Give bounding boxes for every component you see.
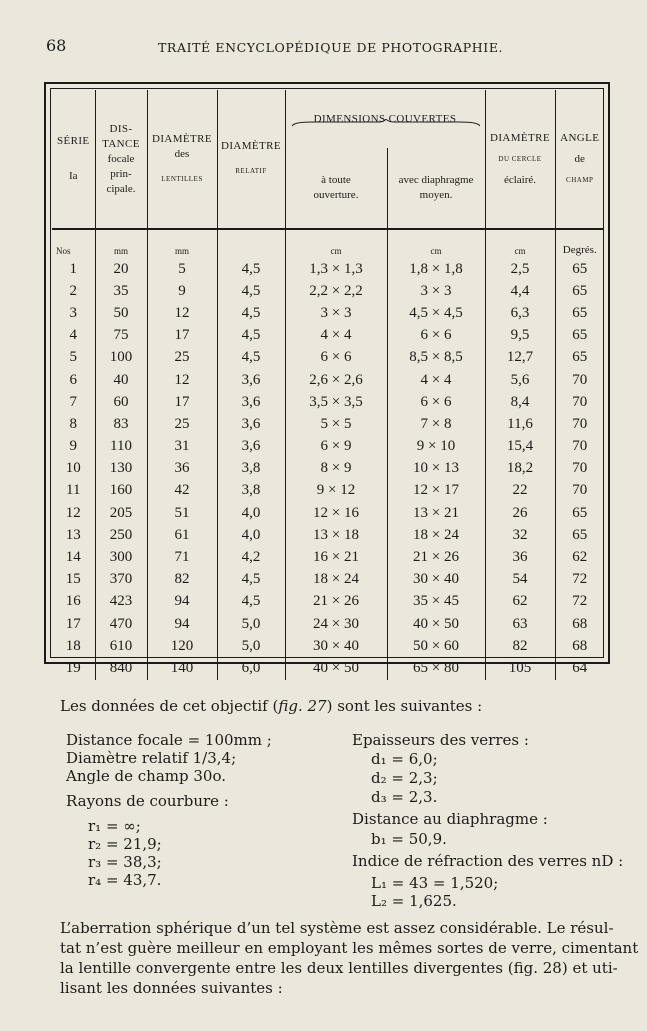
table-row bbox=[52, 369, 604, 391]
table-cell: 423 bbox=[95, 591, 147, 613]
table-cell: 4,5 bbox=[217, 302, 285, 324]
diametre-relatif: Diamètre relatif 1/3,4; bbox=[66, 749, 237, 767]
table-cell: 65 bbox=[572, 526, 588, 543]
table-cell: 65 × 80 bbox=[387, 657, 485, 679]
table-cell: 65 bbox=[572, 304, 588, 321]
table-cell: 4,2 bbox=[217, 546, 285, 568]
table-cell: 71 bbox=[147, 546, 217, 568]
table-cell: 72 bbox=[572, 593, 588, 610]
table-cell: 94 bbox=[147, 613, 217, 635]
page-number: 68 bbox=[46, 36, 67, 55]
table-cell: 65 bbox=[572, 260, 588, 277]
rayon-r2: r₂ = 21,9; bbox=[88, 835, 162, 853]
table-cell: 12 × 17 bbox=[387, 480, 485, 502]
table-cell: 50 bbox=[95, 302, 147, 324]
table-cell: 70 bbox=[572, 415, 588, 432]
table-cell: 3,8 bbox=[217, 458, 285, 480]
table-cell: 17 bbox=[147, 325, 217, 347]
table-cell: 36 bbox=[485, 546, 555, 568]
table-cell: 17 bbox=[147, 391, 217, 413]
table-cell: 7 × 8 bbox=[387, 413, 485, 435]
table-cell: 62 bbox=[572, 549, 588, 566]
table-cell: 21 × 26 bbox=[285, 591, 387, 613]
table-cell: 2,5 bbox=[485, 258, 555, 280]
table-cell: 3,5 × 3,5 bbox=[285, 391, 387, 413]
table-cell: 19 bbox=[52, 657, 95, 679]
table-cell: 12 bbox=[147, 369, 217, 391]
table-cell: 30 × 40 bbox=[387, 569, 485, 591]
table-cell: 30 × 40 bbox=[285, 635, 387, 657]
table-cell: 14 bbox=[52, 546, 95, 568]
table-row bbox=[52, 657, 604, 679]
table-cell: 65 bbox=[572, 504, 588, 521]
table-cell: 4,0 bbox=[217, 524, 285, 546]
table-cell: 4,5 bbox=[217, 280, 285, 302]
table-cell: 22 bbox=[485, 480, 555, 502]
table-cell: 25 bbox=[147, 347, 217, 369]
header-diametre-cercle: DIAMÈTRE DU CERCLE éclairé. bbox=[485, 90, 555, 229]
angle-champ: Angle de champ 30o. bbox=[66, 767, 227, 785]
intro-line: Les données de cet objectif (fig. 27) sont les suivantes : bbox=[60, 697, 483, 715]
table-row bbox=[52, 569, 604, 591]
table-cell: 35 × 45 bbox=[387, 591, 485, 613]
indice-l2: L₂ = 1,625. bbox=[371, 892, 457, 910]
table-cell: 4,5 bbox=[217, 325, 285, 347]
table-row bbox=[52, 635, 604, 657]
header-diaphragme-moyen: avec diaphragme moyen. bbox=[387, 148, 485, 229]
table-cell: 12,7 bbox=[485, 347, 555, 369]
table-cell: 3,6 bbox=[217, 391, 285, 413]
table-cell: 2,2 × 2,2 bbox=[285, 280, 387, 302]
table-cell: 6,0 bbox=[217, 657, 285, 679]
table-cell: 20 bbox=[95, 258, 147, 280]
table-cell: 16 bbox=[52, 591, 95, 613]
table-cell: 120 bbox=[147, 635, 217, 657]
table-cell: 40 × 50 bbox=[387, 613, 485, 635]
table-row bbox=[52, 591, 604, 613]
table-cell: 4,5 bbox=[217, 569, 285, 591]
table-row bbox=[52, 546, 604, 568]
table-cell: 105 bbox=[485, 657, 555, 679]
table-cell: 6,3 bbox=[485, 302, 555, 324]
table-cell: 6 × 9 bbox=[285, 436, 387, 458]
table-cell: 31 bbox=[147, 436, 217, 458]
rayon-r1: r₁ = ∞; bbox=[88, 817, 141, 835]
table-cell: 64 bbox=[572, 659, 588, 676]
table-cell: 4,4 bbox=[485, 280, 555, 302]
table-cell: 24 × 30 bbox=[285, 613, 387, 635]
table-cell: 110 bbox=[95, 436, 147, 458]
table-cell: 4 × 4 bbox=[387, 369, 485, 391]
body-paragraph: L’aberration sphérique d’un tel système est assez considérable. Le résul- tat n’est guère meilleur en employant les mêmes sortes de verre, cimentant la lentille convergente entre les deux lentilles divergentes (fig. 28) et uti- lisant les données suivantes : bbox=[60, 919, 639, 997]
table-cell: 36 bbox=[147, 458, 217, 480]
epaisseurs-verres: Epaisseurs des verres : bbox=[352, 731, 529, 749]
table-row bbox=[52, 280, 604, 302]
table-cell: 3 × 3 bbox=[387, 280, 485, 302]
table-cell: 140 bbox=[147, 657, 217, 679]
table-cell: 50 × 60 bbox=[387, 635, 485, 657]
running-title: TRAITÉ ENCYCLOPÉDIQUE DE PHOTOGRAPHIE. bbox=[158, 40, 504, 55]
table-cell: 160 bbox=[95, 480, 147, 502]
table-cell: 51 bbox=[147, 502, 217, 524]
lens-table bbox=[52, 90, 604, 680]
epaisseur-d3: d₃ = 2,3. bbox=[371, 788, 438, 806]
table-cell: 9,5 bbox=[485, 325, 555, 347]
table-cell: 6 × 6 bbox=[387, 325, 485, 347]
table-cell: 3,6 bbox=[217, 436, 285, 458]
table-cell: 82 bbox=[485, 635, 555, 657]
table-cell: 1,3 × 1,3 bbox=[285, 258, 387, 280]
table-cell: 8,5 × 8,5 bbox=[387, 347, 485, 369]
table-cell: 6 × 6 bbox=[387, 391, 485, 413]
table-row bbox=[52, 302, 604, 324]
table-cell: 1,8 × 1,8 bbox=[387, 258, 485, 280]
table-row bbox=[52, 480, 604, 502]
table-cell: 6 bbox=[52, 369, 95, 391]
table-cell: 70 bbox=[572, 460, 588, 477]
table-cell: 3,6 bbox=[217, 413, 285, 435]
table-row bbox=[52, 502, 604, 524]
table-cell: 8,4 bbox=[485, 391, 555, 413]
table-cell: 82 bbox=[147, 569, 217, 591]
table-cell: 8 × 9 bbox=[285, 458, 387, 480]
table-cell: 68 bbox=[572, 615, 588, 632]
indice-l1: L₁ = 43 = 1,520; bbox=[371, 874, 499, 892]
table-cell: 9 bbox=[52, 436, 95, 458]
table-cell: 70 bbox=[572, 393, 588, 410]
table-cell: 300 bbox=[95, 546, 147, 568]
table-cell: 17 bbox=[52, 613, 95, 635]
table-cell: 5,0 bbox=[217, 635, 285, 657]
header-angle: ANGLE de CHAMP bbox=[555, 90, 604, 229]
table-cell: 15 bbox=[52, 569, 95, 591]
table-cell: 10 bbox=[52, 458, 95, 480]
table-cell: 3,6 bbox=[217, 369, 285, 391]
table-cell: 16 × 21 bbox=[285, 546, 387, 568]
table-cell: 4 bbox=[52, 325, 95, 347]
table-row bbox=[52, 458, 604, 480]
epaisseur-d2: d₂ = 2,3; bbox=[371, 769, 438, 787]
table-cell: 5,0 bbox=[217, 613, 285, 635]
table-cell: 2 bbox=[52, 280, 95, 302]
header-diametre-lentilles: DIAMÈTRE des LENTILLES bbox=[147, 90, 217, 229]
table-cell: 40 × 50 bbox=[285, 657, 387, 679]
table-cell: 70 bbox=[572, 482, 588, 499]
distance-diaphragme: Distance au diaphragme : bbox=[352, 810, 548, 828]
table-cell: 65 bbox=[572, 327, 588, 344]
table-cell: 250 bbox=[95, 524, 147, 546]
table-cell: 65 bbox=[572, 349, 588, 366]
table-cell: 60 bbox=[95, 391, 147, 413]
table-cell: 1 bbox=[52, 258, 95, 280]
table-cell: 42 bbox=[147, 480, 217, 502]
table-cell: 72 bbox=[572, 571, 588, 588]
table-row bbox=[52, 436, 604, 458]
table-cell: 10 × 13 bbox=[387, 458, 485, 480]
table-cell: 12 bbox=[147, 302, 217, 324]
table-cell: 12 bbox=[52, 502, 95, 524]
table-cell: 100 bbox=[95, 347, 147, 369]
table-row bbox=[52, 413, 604, 435]
rayon-r3: r₃ = 38,3; bbox=[88, 853, 162, 871]
table-cell: 4,5 bbox=[217, 591, 285, 613]
table-cell: 11,6 bbox=[485, 413, 555, 435]
table-cell: 4,0 bbox=[217, 502, 285, 524]
table-cell: 12 × 16 bbox=[285, 502, 387, 524]
rayons-courbure: Rayons de courbure : bbox=[66, 792, 229, 810]
table-cell: 70 bbox=[572, 371, 588, 388]
table-row bbox=[52, 391, 604, 413]
table-cell: 40 bbox=[95, 369, 147, 391]
table-cell: 32 bbox=[485, 524, 555, 546]
table-cell: 15,4 bbox=[485, 436, 555, 458]
table-cell: 62 bbox=[485, 591, 555, 613]
table-cell: 9 × 12 bbox=[285, 480, 387, 502]
brace-line bbox=[292, 119, 480, 127]
table-cell: 5 bbox=[52, 347, 95, 369]
header-serie: SÉRIE Ia bbox=[52, 90, 95, 229]
table-cell: 2,6 × 2,6 bbox=[285, 369, 387, 391]
header-distance: DIS- TANCE focale prin- cipale. bbox=[95, 90, 147, 229]
table-row bbox=[52, 258, 604, 280]
table-cell: 470 bbox=[95, 613, 147, 635]
table-cell: 21 × 26 bbox=[387, 546, 485, 568]
table-cell: 13 × 18 bbox=[285, 524, 387, 546]
table-cell: 130 bbox=[95, 458, 147, 480]
table-cell: 26 bbox=[485, 502, 555, 524]
table-cell: 35 bbox=[95, 280, 147, 302]
table-cell: 18 bbox=[52, 635, 95, 657]
table-cell: 61 bbox=[147, 524, 217, 546]
table-row bbox=[52, 347, 604, 369]
table-cell: 63 bbox=[485, 613, 555, 635]
table-cell: 3 bbox=[52, 302, 95, 324]
table-cell: 5 × 5 bbox=[285, 413, 387, 435]
header-diametre-relatif: DIAMÈTRE RELATIF bbox=[217, 90, 285, 229]
lens-table-frame bbox=[44, 82, 610, 676]
table-cell: 70 bbox=[572, 438, 588, 455]
table-row bbox=[52, 613, 604, 635]
distance-b1: b₁ = 50,9. bbox=[371, 830, 447, 848]
header-dimensions: DIMENSIONS COUVERTES bbox=[285, 90, 485, 148]
table-cell: 3,8 bbox=[217, 480, 285, 502]
table-cell: 4,5 bbox=[217, 347, 285, 369]
table-cell: 18 × 24 bbox=[387, 524, 485, 546]
table-cell: 13 bbox=[52, 524, 95, 546]
rayon-r4: r₄ = 43,7. bbox=[88, 871, 162, 889]
table-cell: 4 × 4 bbox=[285, 325, 387, 347]
table-cell: 370 bbox=[95, 569, 147, 591]
table-cell: 54 bbox=[485, 569, 555, 591]
table-cell: 83 bbox=[95, 413, 147, 435]
table-cell: 18 × 24 bbox=[285, 569, 387, 591]
table-cell: 9 bbox=[147, 280, 217, 302]
table-cell: 4,5 bbox=[217, 258, 285, 280]
table-cell: 94 bbox=[147, 591, 217, 613]
table-cell: 610 bbox=[95, 635, 147, 657]
table-cell: 68 bbox=[572, 637, 588, 654]
table-cell: 65 bbox=[572, 282, 588, 299]
table-cell: 3 × 3 bbox=[285, 302, 387, 324]
table-cell: 8 bbox=[52, 413, 95, 435]
table-cell: 11 bbox=[52, 480, 95, 502]
table-cell: 5,6 bbox=[485, 369, 555, 391]
table-cell: 5 bbox=[147, 258, 217, 280]
table-cell: 13 × 21 bbox=[387, 502, 485, 524]
table-cell: 840 bbox=[95, 657, 147, 679]
table-row bbox=[52, 524, 604, 546]
table-cell: 7 bbox=[52, 391, 95, 413]
table-cell: 25 bbox=[147, 413, 217, 435]
table-cell: 18,2 bbox=[485, 458, 555, 480]
table-cell: 9 × 10 bbox=[387, 436, 485, 458]
table-cell: 4,5 × 4,5 bbox=[387, 302, 485, 324]
indice-refraction: Indice de réfraction des verres nD : bbox=[352, 852, 624, 870]
units-row: Nos mm mm cm cm cm Degrés. bbox=[52, 229, 604, 258]
epaisseur-d1: d₁ = 6,0; bbox=[371, 750, 438, 768]
table-row bbox=[52, 325, 604, 347]
distance-focale: Distance focale = 100mm ; bbox=[66, 731, 272, 749]
table-cell: 205 bbox=[95, 502, 147, 524]
table-cell: 75 bbox=[95, 325, 147, 347]
header-toute-ouverture: à toute ouverture. bbox=[285, 148, 387, 229]
table-cell: 6 × 6 bbox=[285, 347, 387, 369]
